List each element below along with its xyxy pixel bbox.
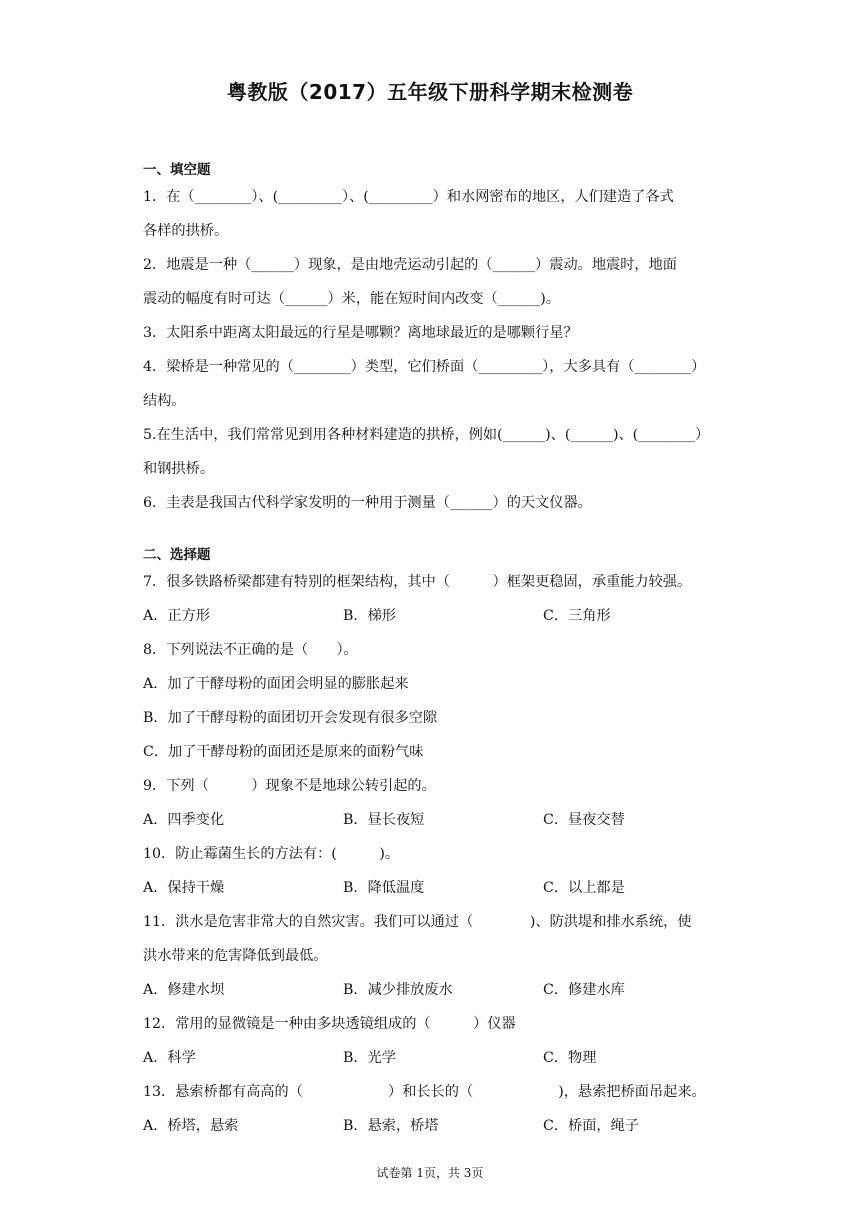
question-line: 结构。 <box>143 393 186 409</box>
option-c: C．以上都是 <box>543 880 625 896</box>
question-line: 2．地震是一种（______）现象，是由地壳运动引起的（______）震动。地震时，地面 <box>143 257 677 273</box>
option-b: B．悬索，桥塔 <box>343 1118 439 1134</box>
question-stem: 7．很多铁路桥梁都建有特别的框架结构，其中（ ）框架更稳固，承重能力较强。 <box>143 574 692 590</box>
option-c: C．昼夜交替 <box>543 812 625 828</box>
option-a: A．桥塔，悬索 <box>143 1118 239 1134</box>
option-a: A．正方形 <box>143 608 210 624</box>
question-stem: 8．下列说法不正确的是（ ）。 <box>143 642 358 658</box>
question-stem-continued: 洪水带来的危害降低到最低。 <box>143 948 328 964</box>
question-stem: 10．防止霉菌生长的方法有：( )。 <box>143 846 400 862</box>
option-c: C．修建水库 <box>543 982 625 998</box>
option-b: B．减少排放废水 <box>343 982 453 998</box>
option-b: B．降低温度 <box>343 880 425 896</box>
question-line: 5.在生活中，我们常常见到用各种材料建造的拱桥，例如(______)、(______)、(________） <box>143 427 710 443</box>
option-c: C．桥面，绳子 <box>543 1118 639 1134</box>
option-b: B．梯形 <box>343 608 396 624</box>
question-line: 震动的幅度有时可达（______）米，能在短时间内改变（______)。 <box>143 291 560 307</box>
question-stem: 11．洪水是危害非常大的自然灾害。我们可以通过（ )、防洪堤和排水系统，使 <box>143 914 692 930</box>
section-heading-fill: 一、填空题 <box>143 162 211 178</box>
question-stem: 12．常用的显微镜是一种由多块透镜组成的（ ）仪器 <box>143 1016 516 1032</box>
question-stem: 9．下列（ ）现象不是地球公转引起的。 <box>143 778 436 794</box>
option-b: B．光学 <box>343 1050 396 1066</box>
option-c: C．三角形 <box>543 608 611 624</box>
question-line: 3．太阳系中距离太阳最远的行星是哪颗？离地球最近的是哪颗行星？ <box>143 325 578 341</box>
question-line: 6．圭表是我国古代科学家发明的一种用于测量（______）的天文仪器。 <box>143 495 592 511</box>
option-a: A．加了干酵母粉的面团会明显的膨胀起来 <box>143 676 409 692</box>
question-line: 1．在（________）、(_________）、(_________）和水网密布的地区，人们建造了各式 <box>143 189 674 205</box>
question-line: 和钢拱桥。 <box>143 461 214 477</box>
page-title: 粤教版（2017）五年级下册科学期末检测卷 <box>226 80 634 104</box>
question-line: 4．梁桥是一种常见的（________）类型，它们桥面（_________），大多具有（________） <box>143 359 706 375</box>
section-heading-choice: 二、选择题 <box>143 547 211 563</box>
question-line: 各样的拱桥。 <box>143 223 229 239</box>
option-b: B．加了干酵母粉的面团切开会发现有很多空隙 <box>143 710 438 726</box>
option-c: C．加了干酵母粉的面团还是原来的面粉气味 <box>143 744 424 760</box>
option-a: A．保持干燥 <box>143 880 225 896</box>
page-footer: 试卷第 1页，共 3页 <box>376 1166 484 1180</box>
option-a: A．四季变化 <box>143 812 225 828</box>
question-stem: 13．悬索桥都有高高的（ ）和长长的（ )，悬索把桥面吊起来。 <box>143 1084 706 1100</box>
option-a: A．修建水坝 <box>143 982 225 998</box>
option-b: B．昼长夜短 <box>343 812 425 828</box>
option-c: C．物理 <box>543 1050 597 1066</box>
option-a: A．科学 <box>143 1050 196 1066</box>
